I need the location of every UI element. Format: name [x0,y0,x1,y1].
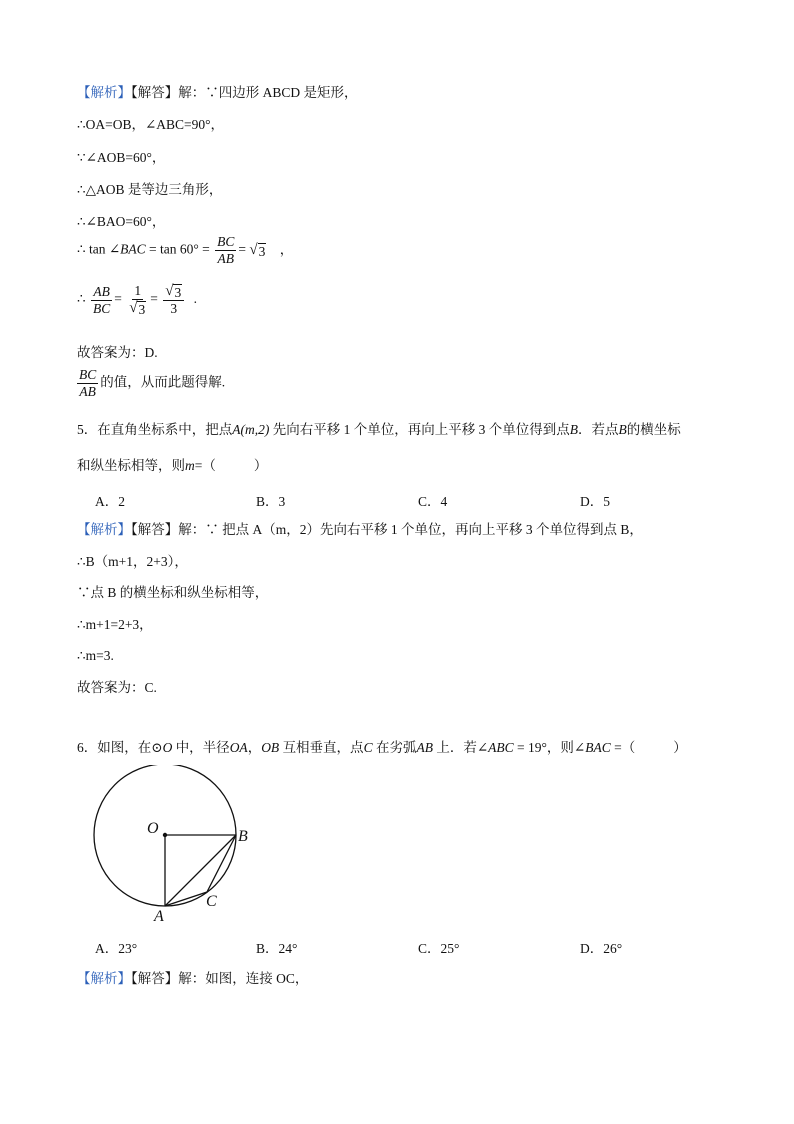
q4-note: $\frac{BC}{AB}$ 的值，从而此题得解. [79,367,226,399]
q6-stem: 6．如图，在⊙O 中，半径OA，OB 互相垂直，点C 在劣弧AB 上．若∠ABC = 19°，则∠BAC =（ ） [77,740,687,755]
q4-solution-line-4: ∴△AOB 是等边三角形， [77,182,223,197]
ratio-equation: ∴ $\frac{AB}{BC}$ = 1 √ 3 = √ 3 3 . [77,283,197,317]
tan-equation: ∴ tan ∠BAC = tan 60° = $\frac{BC}{AB}$ = √ 3 ， [77,234,294,266]
q4-answer: 故答案为：D. [77,345,158,360]
q6-option-c: C．25° [418,941,460,956]
q5-option-d: D．5 [580,494,610,509]
label-o: O [147,820,159,837]
q5-solution-line-2: ∴B（m+1，2+3）， [77,554,188,569]
answer-tag: 【解答】 [131,971,179,986]
q5-solution-line-4: ∴m+1=2+3， [77,617,153,632]
q5-answer: 故答案为：C. [77,680,157,695]
q5-option-c: C．4 [418,494,448,509]
segment-bc [207,835,236,892]
q5-stem-line-2: 和纵坐标相等，则m=（ ） [77,458,268,473]
q5-option-a: A．2 [95,494,125,509]
label-a: A [154,908,164,925]
q4-solution-line-5: ∴∠BAO=60°， [77,214,166,229]
q4-solution-line-3: ∵∠AOB=60°， [77,150,166,165]
q5-solution-line-1: 【解析】【解答】解：∵ 把点 A（m，2）先向右平移 1 个单位，再向上平移 3 个单位得到点 B， [77,522,643,537]
q4-solution-line-1: 【解析】【解答】解：∵四边形 ABCD 是矩形， [77,85,358,100]
analysis-tag: 【解析】 [77,971,131,986]
sqrt-three: √ 3 [249,241,266,259]
circle-geometry-figure [90,765,260,925]
q5-stem-line-1: 5．在直角坐标系中，把点A(m,2) 先向右平移 1 个单位，再向上平移 3 个单位得到点B．若点B的横坐标 [77,422,681,437]
q5-solution-line-5: ∴m=3. [77,648,114,663]
fraction-ab-bc: $\frac{AB}{BC}$ [92,283,111,316]
label-c: C [206,893,217,910]
analysis-tag: 【解析】 [77,85,131,100]
fraction-sqrt3-three: √ 3 3 [163,283,184,317]
center-point [163,833,167,837]
chord-ab [165,835,236,906]
fraction-bc-ab: $\frac{BC}{AB}$ [217,234,235,266]
q6-option-b: B．24° [256,941,298,956]
analysis-tag: 【解析】 [77,522,131,537]
q5-option-b: B．3 [256,494,286,509]
q6-option-a: A．23° [95,941,138,956]
label-b: B [238,828,248,845]
q6-solution-line-1: 【解析】【解答】解：如图，连接 OC， [77,971,309,986]
answer-tag: 【解答】 [131,85,179,100]
fraction-bc-ab-note: $\frac{BC}{AB}$ [79,367,97,399]
q6-option-d: D．26° [580,941,623,956]
fraction-one-sqrt3: 1 √ 3 [129,283,146,317]
answer-tag: 【解答】 [131,522,179,537]
q4-solution-line-2: ∴OA=OB，∠ABC=90°， [77,117,225,132]
q5-solution-line-3: ∵点 B 的横坐标和纵坐标相等， [77,585,269,600]
